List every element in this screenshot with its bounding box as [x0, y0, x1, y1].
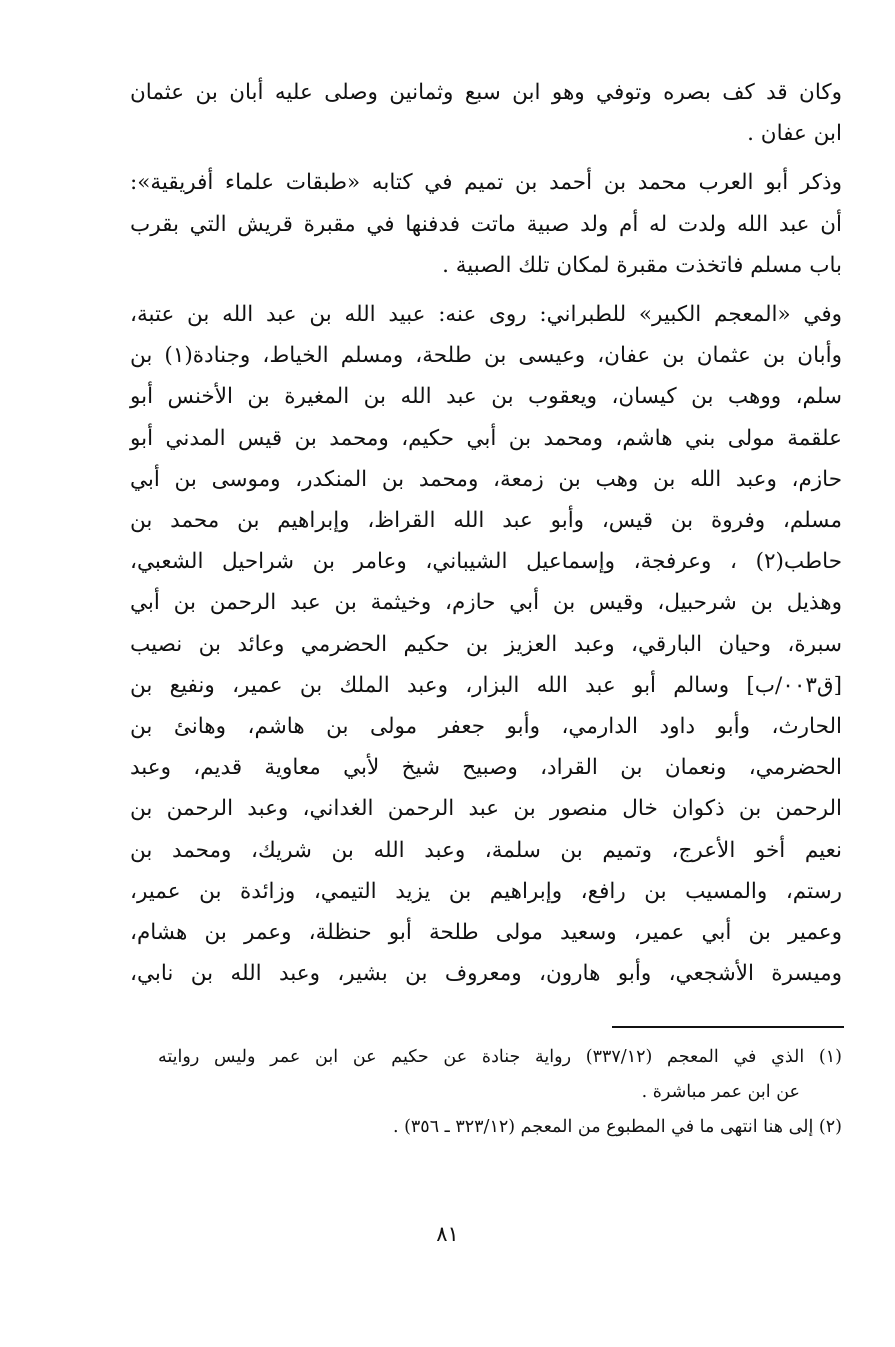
text-line: حاطب(٢) ، وعرفجة، وإسماعيل الشيباني، وعامر بن شراحيل الشعبي، — [130, 549, 842, 575]
text-line: وهذيل بن شرحبيل، وقيس بن أبي حازم، وخيثمة بن عبد الرحمن بن أبي — [130, 590, 842, 616]
text-line: مسلم، وفروة بن قيس، وأبو عبد الله القراظ، وإبراهيم بن محمد بن — [130, 508, 842, 534]
main-text — [130, 72, 842, 994]
text-line: وذكر أبو العرب محمد بن أحمد بن تميم في كتابه «طبقات علماء أفريقية»: — [130, 170, 842, 196]
text-line: أن عبد الله ولدت له أم ولد صبية ماتت فدفنها في مقبرة قريش التي بقرب — [130, 211, 842, 237]
paragraph-3 — [130, 294, 842, 994]
footnote-2: (٢) إلى هنا انتهى ما في المطبوع من المعجم (٣٢٣/١٢ ـ ٣٥٦) . — [392, 1117, 842, 1137]
text-line: الحضرمي، ونعمان بن القراد، وصبيح شيخ لأبي معاوية قديم، وعبد — [130, 755, 842, 781]
text-line: سلم، ووهب بن كيسان، ويعقوب بن عبد الله بن المغيرة بن الأخنس أبو — [130, 384, 842, 410]
text-line: ابن عفان . — [747, 121, 842, 147]
footnote-1: (١) الذي في المعجم (٣٣٧/١٢) رواية جنادة عن حكيم عن ابن عمر وليس روايته — [158, 1047, 842, 1067]
text-line: وفي «المعجم الكبير» للطبراني: روى عنه: عبيد الله بن عبد الله بن عتبة، — [130, 302, 842, 328]
footnotes — [158, 1040, 842, 1145]
footnote-divider — [612, 1026, 844, 1028]
text-line: نعيم أخو الأعرج، وتميم بن سلمة، وعبد الله بن شريك، ومحمد بن — [130, 837, 842, 863]
paragraph-1 — [130, 72, 842, 154]
text-line: رستم، والمسيب بن رافع، وإبراهيم بن يزيد التيمي، وزائدة بن عمير، — [130, 878, 842, 904]
paragraph-2 — [130, 162, 842, 286]
footnote-1-continuation: عن ابن عمر مباشرة . — [641, 1082, 800, 1102]
text-line: وأبان بن عثمان بن عفان، وعيسى بن طلحة، ومسلم الخياط، وجنادة(١) بن — [130, 343, 842, 369]
text-line: وكان قد كف بصره وتوفي وهو ابن سبع وثمانين وصلى عليه أبان بن عثمان — [130, 80, 842, 105]
text-line: حازم، وعبد الله بن وهب بن زمعة، ومحمد بن المنكدر، وموسى بن أبي — [130, 466, 842, 492]
text-line: علقمة مولى بني هاشم، ومحمد بن أبي حكيم، ومحمد بن قيس المدني أبو — [130, 425, 842, 451]
text-line: وميسرة الأشجعي، وأبو هارون، ومعروف بن بشير، وعبد الله بن نابي، — [130, 961, 842, 987]
text-line: سبرة، وحيان البارقي، وعبد العزيز بن حكيم الحضرمي وعائد بن نصيب — [130, 631, 842, 657]
text-line: الرحمن بن ذكوان خال منصور بن عبد الرحمن الغداني، وعبد الرحمن بن — [130, 796, 842, 822]
text-line: [ق٠٠٣/ب] وسالم أبو عبد الله البزار، وعبد الملك بن عمير، ونفيع بن — [130, 672, 842, 698]
text-line: باب مسلم فاتخذت مقبرة لمكان تلك الصبية . — [442, 252, 842, 278]
page-number: ٨١ — [436, 1222, 459, 1246]
text-line: وعمير بن أبي عمير، وسعيد مولى طلحة أبو حنظلة، وعمر بن هشام، — [130, 920, 842, 946]
text-line: الحارث، وأبو داود الدارمي، وأبو جعفر مولى بن هاشم، وهانئ بن — [130, 714, 842, 740]
